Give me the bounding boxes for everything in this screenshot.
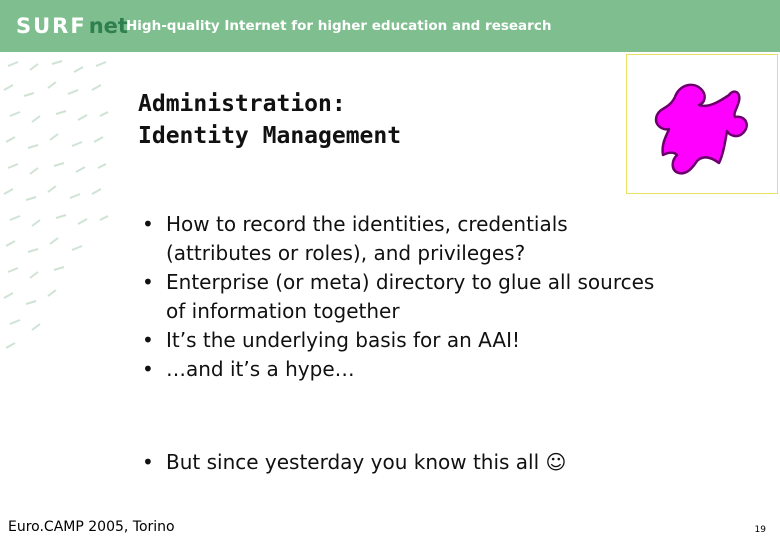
puzzle-piece-icon xyxy=(627,55,777,193)
bullet-text-continued: of information together xyxy=(166,299,400,323)
bullet-item xyxy=(140,210,654,268)
bullet-item xyxy=(140,448,654,477)
bullet-item xyxy=(140,268,654,326)
tagline: High-quality Internet for higher education and research xyxy=(126,18,552,34)
logo-surf: SURF xyxy=(16,14,87,38)
bullet-item xyxy=(140,355,654,384)
bullet-text-continued: (attributes or roles), and privileges? xyxy=(166,241,526,265)
bullet-text: It’s the underlying basis for an AAI! xyxy=(166,328,520,352)
slide-title xyxy=(138,88,401,152)
decorative-dash-pattern xyxy=(0,52,125,352)
footer-event: Euro.CAMP 2005, Torino xyxy=(8,519,175,535)
bullet-text: Enterprise (or meta) directory to glue all sources xyxy=(166,270,655,294)
title-line-2: Identity Management xyxy=(138,123,402,149)
puzzle-image-frame xyxy=(626,54,778,194)
bullet-text: …and it’s a hype… xyxy=(166,357,355,381)
bullet-item xyxy=(140,326,654,355)
smiley-icon: ☺ xyxy=(545,450,567,474)
page-number: 19 xyxy=(754,525,766,535)
header-bar xyxy=(0,0,780,52)
logo-net: net xyxy=(88,14,128,38)
bullet-text: But since yesterday you know this all xyxy=(166,450,540,474)
surfnet-logo xyxy=(16,12,128,40)
bullet-text: How to record the identities, credentials xyxy=(166,212,568,236)
bullet-list xyxy=(140,210,654,477)
title-line-1: Administration: xyxy=(138,91,346,117)
